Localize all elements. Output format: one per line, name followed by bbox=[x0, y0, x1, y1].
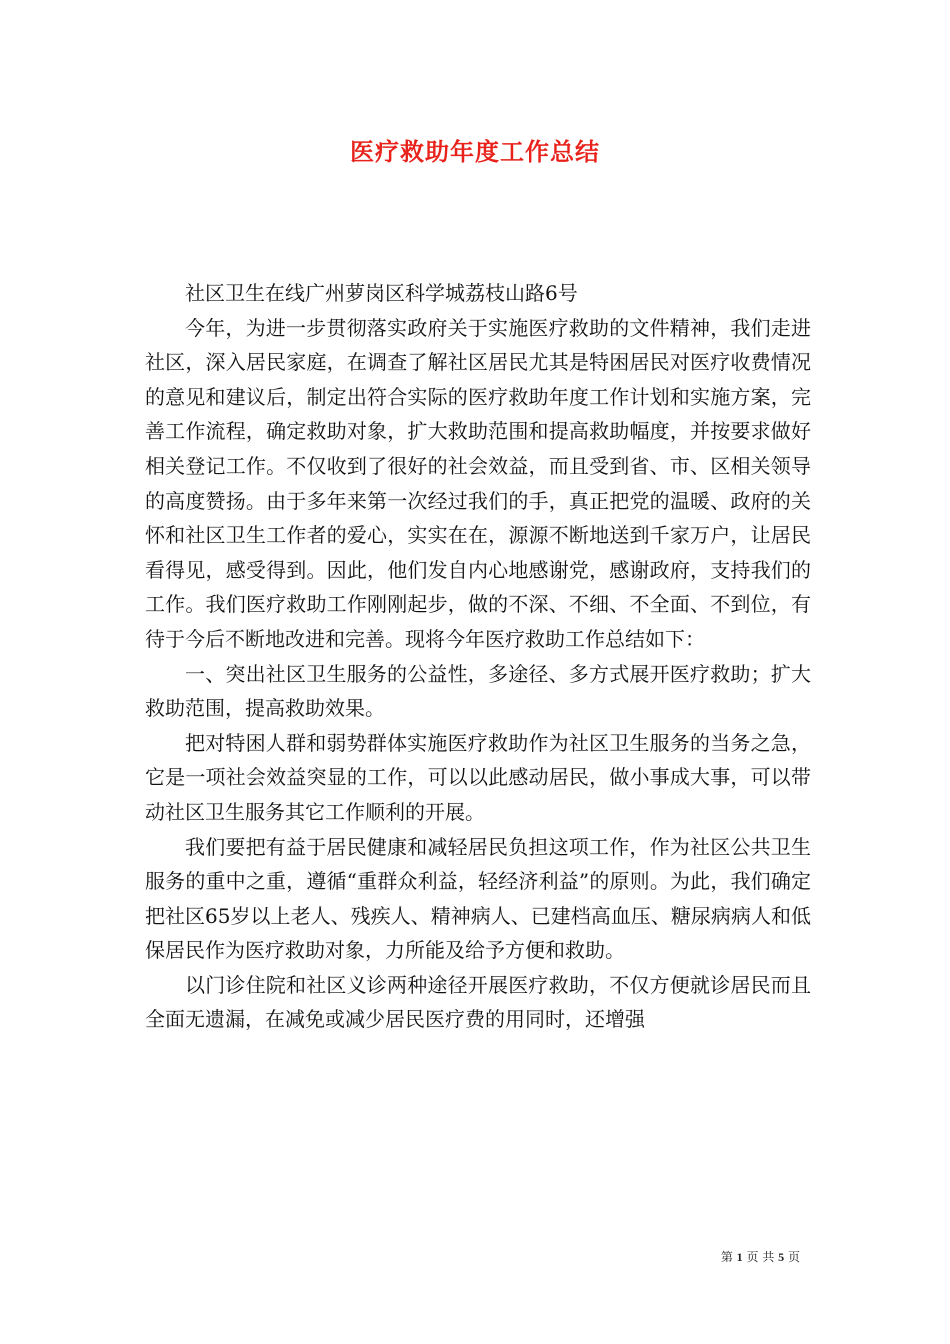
paragraph-intro: 今年，为进一步贯彻落实政府关于实施医疗救助的文件精神，我们走进社区，深入居民家庭，在调查了解社区居民尤其是特困居民对医疗收费情况的意见和建议后，制定出符合实际的医疗救助年度工作计划和实施方案，完善工作流程，确定救助对象，扩大救助范围和提高救助幅度，并按要求做好相关登记工作。不仅收到了很好的社会效益，而且受到省、市、区相关领导的高度赞扬。由于多年来第一次经过我们的手，真正把党的温暖、政府的关怀和社区卫生工作者的爱心，实实在在，源源不断地送到千家万户，让居民看得见，感受得到。因此，他们发自内心地感谢党，感谢政府，支持我们的工作。我们医疗救助工作刚刚起步，做的不深、不细、不全面、不到位，有待于今后不断地改进和完善。现将今年医疗救助工作总结如下： bbox=[145, 315, 811, 651]
footer-prefix: 第 bbox=[720, 1250, 733, 1264]
current-page-number: 1 bbox=[736, 1250, 743, 1264]
paragraph: 把对特困人群和弱势群体实施医疗救助作为社区卫生服务的当务之急，它是一项社会效益突显的工作，可以以此感动居民，做小事成大事，可以带动社区卫生服务其它工作顺利的开展。 bbox=[145, 730, 811, 824]
paragraph: 以门诊住院和社区义诊两种途径开展医疗救助，不仅方便就诊居民而且全面无遗漏，在减免或减少居民医疗费的用同时，还增强 bbox=[145, 972, 811, 1032]
document-title: 医疗救助年度工作总结 bbox=[350, 137, 600, 166]
paragraph: 我们要把有益于居民健康和减轻居民负担这项工作，作为社区公共卫生服务的重中之重，遵循“重群众利益，轻经济利益”的原则。为此，我们确定把社区65岁以上老人、残疾人、精神病人、已建档高血压、糖尿病病人和低保居民作为医疗救助对象，力所能及给予方便和救助。 bbox=[145, 834, 811, 963]
section-heading-1: 一、突出社区卫生服务的公益性，多途径、多方式展开医疗救助；扩大救助范围，提高救助效果。 bbox=[145, 661, 811, 721]
total-page-number: 5 bbox=[778, 1250, 785, 1264]
document-body bbox=[145, 276, 811, 1037]
footer-suffix: 页 bbox=[787, 1250, 800, 1264]
page-footer bbox=[721, 1248, 800, 1265]
footer-middle: 页 共 bbox=[746, 1250, 775, 1264]
author-line: 社区卫生在线广州萝岗区科学城荔枝山路6号 bbox=[185, 281, 578, 305]
